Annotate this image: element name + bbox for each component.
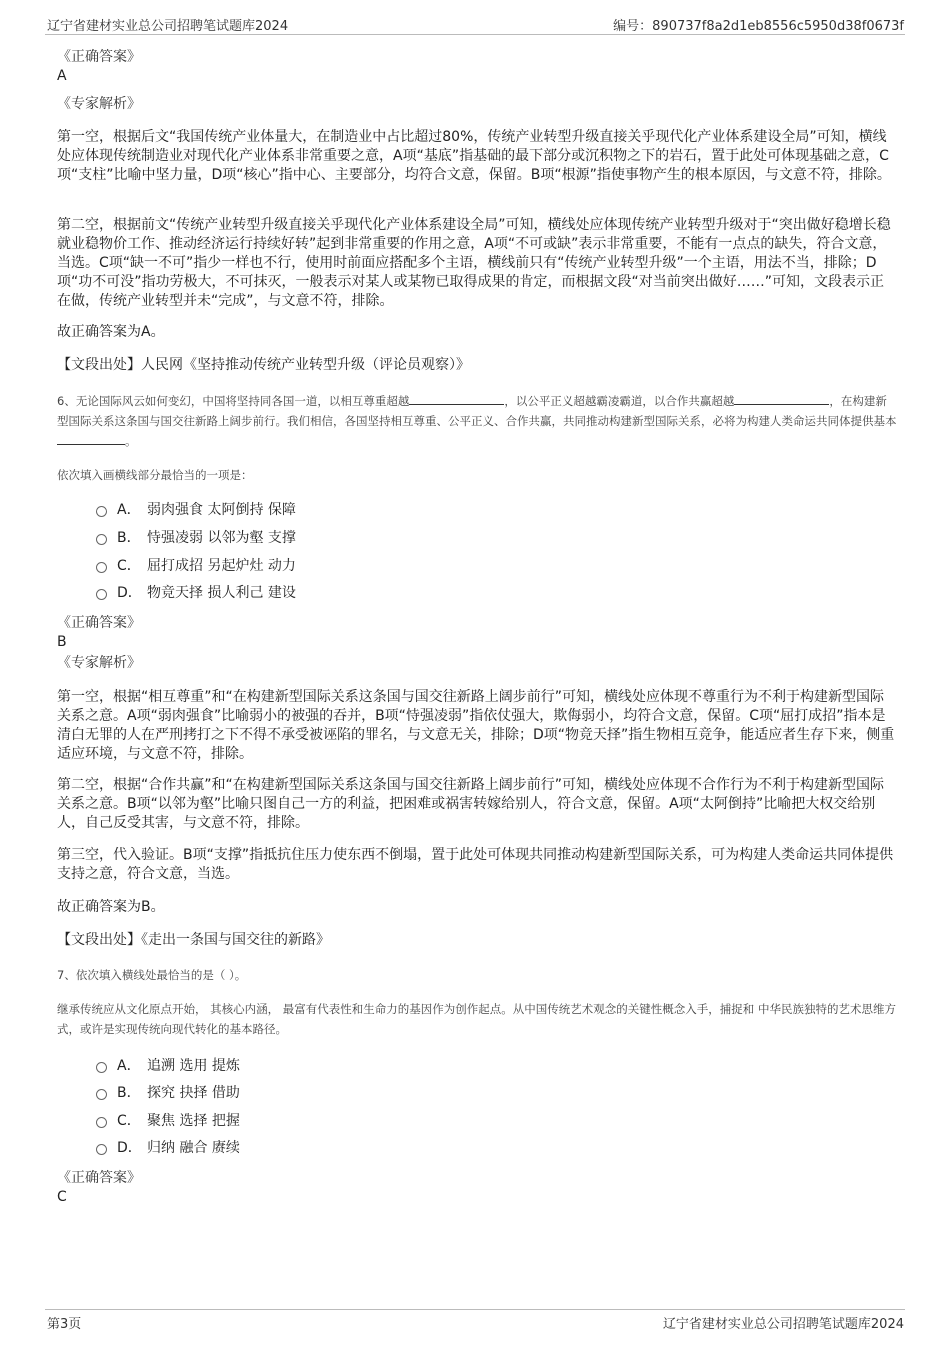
q6-blank-1 [409,391,504,405]
q6-blank-3 [57,431,125,445]
radio-icon[interactable] [96,534,107,545]
q6-option-c[interactable]: C． 屈打成招 另起炉灶 动力 [96,557,296,575]
document-serial: 编号：890737f8a2d1eb8556c5950d38f0673f [613,19,904,34]
q7-stem: 7、依次填入横线处最恰当的是（ ）。 [57,968,247,982]
q6-analysis-label: 《专家解析》 [57,655,141,671]
radio-icon[interactable] [96,1144,107,1155]
footer-divider [45,1309,905,1310]
q6-stem: 6、无论国际风云如何变幻，中国将坚持同各国一道，以相互尊重超越 ，以公平正义超越霸凌霸道，以合作共赢超越 ，在构建新型国际关系这条国与国交往新路上阔步前行。我们相信，各国坚持相互尊重、公平正义、合作共赢，共同推动构建新型国际关系，必将为构建人类命运共同体提供基本。 [57,391,897,451]
radio-icon[interactable] [96,589,107,600]
q7-passage: 继承传统应从文化原点开始， 其核心内涵， 最富有代表性和生命力的基因作为创作起点。从中国传统艺术观念的关键性概念入手，捕捉和 中华民族独特的艺术思维方式，或许是实现传统向现代转化的基本路径。 [57,1002,896,1036]
q7-option-d[interactable]: D． 归纳 融合 赓续 [96,1139,240,1157]
q7-answer: C [57,1189,67,1205]
radio-icon[interactable] [96,1117,107,1128]
footer-title: 辽宁省建材实业总公司招聘笔试题库2024 [662,1317,904,1332]
q6-analysis-p2: 第二空，根据“合作共赢”和“在构建新型国际关系这条国与国交往新路上阔步前行”可知，横线处应体现不合作行为不利于构建新型国际关系之意。B项“以邻为壑”比喻只图自己一方的利益，把困难或祸害转嫁给别人，符合文意，保留。A项“太阿倒持”比喻把大权交给别人，自己反受其害，与文意不符，排除。 [57,777,885,831]
q6-option-b[interactable]: B． 恃强凌弱 以邻为壑 支撑 [96,529,296,547]
radio-icon[interactable] [96,1062,107,1073]
q6-option-a[interactable]: A． 弱肉强食 太阿倒持 保障 [96,501,296,519]
q5-analysis-p2: 第二空，根据前文“传统产业转型升级直接关乎现代化产业体系建设全局”可知，横线处应体现传统产业转型升级对于“突出做好稳增长稳就业稳物价工作、推动经济运行持续好转”起到非常重要的作用之意，A项“不可或缺”表示非常重要，不能有一点点的缺失，符合文意，当选。C项“缺一不可”指少一样也不行，使用时前面应搭配多个主语，横线前只有“传统产业转型升级”一个主语，用法不当，排除；D项“功不可没”指功劳极大，不可抹灭，一般表示对某人或某物已取得成果的肯定，而根据文段“对当前突出做好……”可知，文段表示正在做，传统产业转型并未“完成”，与文意不符，排除。 [57,217,891,309]
q6-analysis-conclusion: 故正确答案为B。 [57,899,165,915]
q6-analysis-p3: 第三空，代入验证。B项“支撑”指抵抗住压力使东西不倒塌，置于此处可体现共同推动构建新型国际关系，可为构建人类命运共同体提供支持之意，符合文意，当选。 [57,847,894,882]
q5-analysis-conclusion: 故正确答案为A。 [57,324,165,340]
q6-prompt: 依次填入画横线部分最恰当的一项是： [57,468,253,482]
q5-analysis-label: 《专家解析》 [57,96,141,112]
q7-answer-label: 《正确答案》 [57,1170,141,1186]
radio-icon[interactable] [96,506,107,517]
q6-source: 【文段出处】《走出一条国与国交往的新路》 [57,932,330,948]
q6-analysis-p1: 第一空，根据“相互尊重”和“在构建新型国际关系这条国与国交往新路上阔步前行”可知，横线处应体现不尊重行为不利于构建新型国际关系之意。A项“弱肉强食”比喻弱小的被强的吞并，B项“恃强凌弱”指依仗强大，欺侮弱小，均符合文意，保留。C项“屈打成招”指本是清白无罪的人在严刑拷打之下不得不承受被诬陷的罪名，与文意无关，排除；D项“物竞天择”指生物相互竞争，能适应者生存下来，侧重适应环境，与文意不符，排除。 [57,689,895,762]
q6-option-d[interactable]: D． 物竞天择 损人利己 建设 [96,584,296,602]
q6-answer-label: 《正确答案》 [57,615,141,631]
header-divider [45,34,905,35]
q7-option-b[interactable]: B． 探究 抉择 借助 [96,1084,240,1102]
header-title: 辽宁省建材实业总公司招聘笔试题库2024 [47,19,289,34]
q6-answer: B [57,634,67,650]
q7-option-c[interactable]: C． 聚焦 选择 把握 [96,1112,240,1130]
q5-analysis-p1: 第一空，根据后文“我国传统产业体量大，在制造业中占比超过80%，传统产业转型升级直接关乎现代化产业体系建设全局”可知，横线处应体现传统制造业对现代化产业体系非常重要之意，A项“基底”指基础的最下部分或沉积物之下的岩石，置于此处可体现基础之意，C项“支柱”比喻中坚力量，D项“核心”指中心、主要部分，均符合文意，保留。B项“根源”指使事物产生的根本原因，与文意不符，排除。 [57,129,891,183]
q5-source: 【文段出处】人民网《坚持推动传统产业转型升级（评论员观察）》 [57,357,470,373]
q7-option-a[interactable]: A． 追溯 选用 提炼 [96,1057,240,1075]
q6-blank-2 [734,391,829,405]
page-number: 第3页 [47,1317,82,1332]
q5-answer-label: 《正确答案》 [57,49,141,65]
q5-answer: A [57,68,67,84]
radio-icon[interactable] [96,562,107,573]
radio-icon[interactable] [96,1089,107,1100]
